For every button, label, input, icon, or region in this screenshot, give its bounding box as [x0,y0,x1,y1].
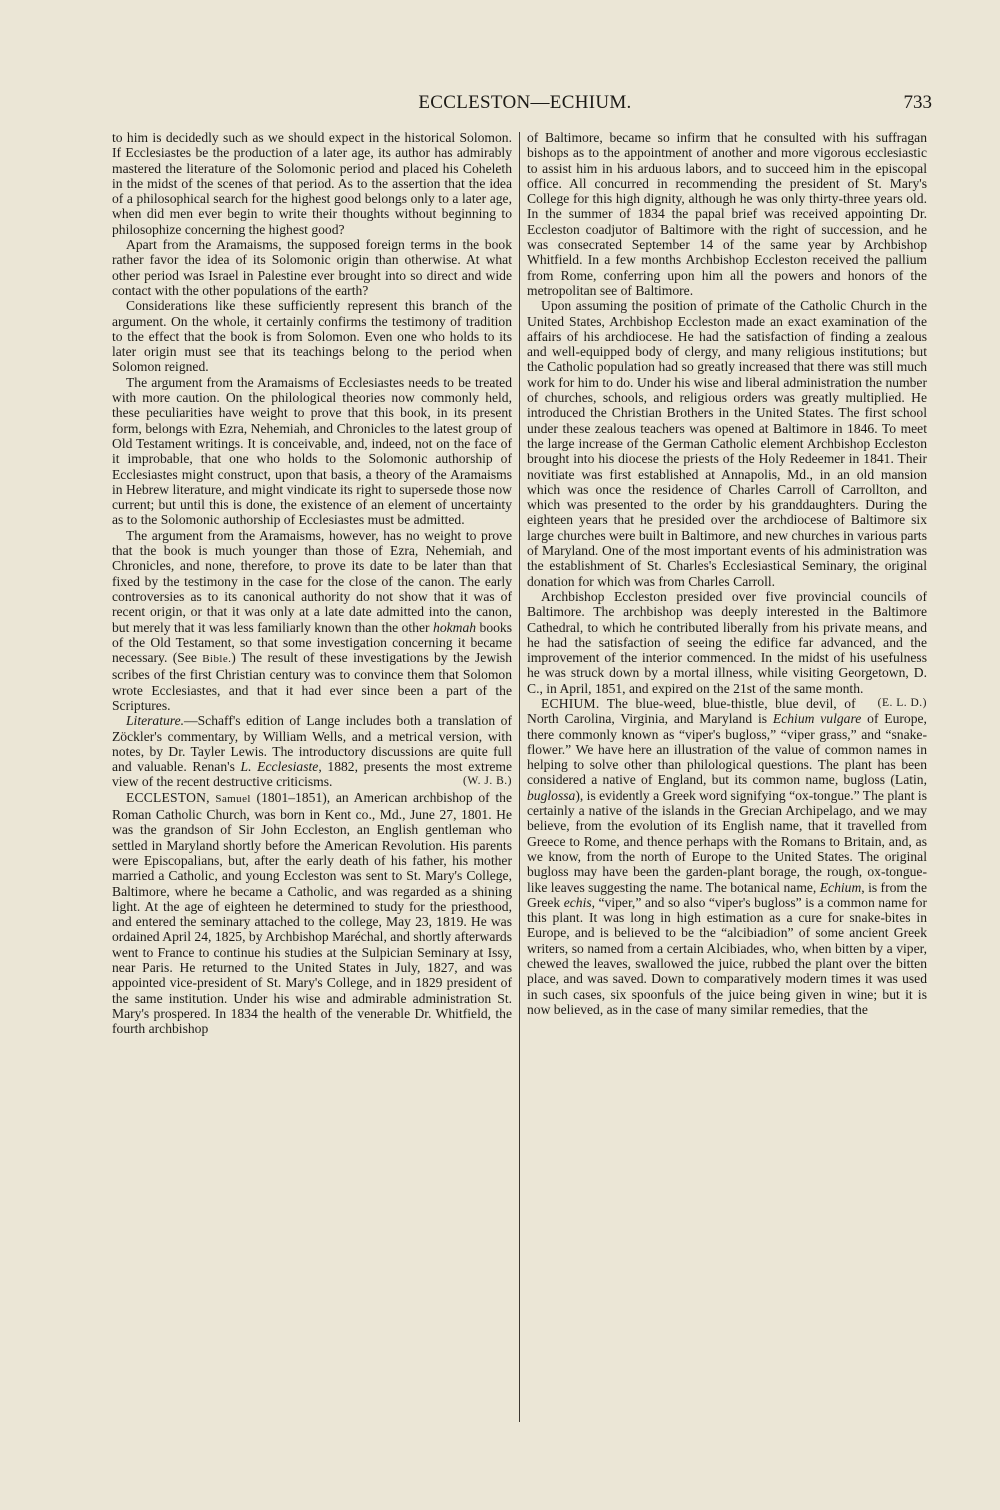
text-run: ), is evidently a Greek word signifying “ox-tongue.” The plant is certainly a native of the islands in the Grecian Archipelago, and we may believe, from the evolution of its English name, that it travelled from Greece to Rome, and thence perhaps with the Romans to Britain, and, as we know, from the north of Europe to the United States. The original bugloss may have been the garden-plant borage, the rough, ox-tongue-like leaves suggesting the name. The botanical name, [527,787,927,895]
cross-reference: Bible. [202,653,232,666]
literature-label: Literature. [126,713,185,729]
text-run: of Europe, there commonly known as “viper's bugloss,” “viper grass,” and “snake-flower.” We have here an illustration of the value of common names in helping to solve other than philological questions. The plant has been considered a native of England, but its common name, bugloss (Latin, [527,711,927,788]
text-run: Archbishop Eccleston presided over five provincial councils of Baltimore. The archbishop was deeply interested in the Baltimore Cathedral, to which he contributed liberally from his private means, and he had the satisfaction of seeing the edifice far advanced, and the improvement of the interior commenced. In the midst of his usefulness he was struck down by a mortal illness, while visiting Georgetown, D. C., in April, 1851, and expired on the 21st of the same month. [527,588,927,696]
paragraph: Upon assuming the position of primate of the Catholic Church in the United States, Archbishop Eccleston made an exact examination of the affairs of his archdiocese. He had the satisfaction of finding a zealous and well-equipped body of clergy, and many religious institutions; but the Catholic population had so greatly increased that there was still much work for him to do. Under his wise and liberal administration the number of churches, schools, and religious orders was greatly multiplied. He introduced the Christian Brothers in the United States. The first school under these zealous teachers was opened at Baltimore in 1846. To meet the large increase of the German Catholic element Archbishop Eccleston brought into his diocese the priests of the Holy Redeemer in 1841. Their novitiate was first established at Annapolis, Md., in an old mansion which was once the residence of Charles Carroll of Carrollton, and which was presented to the order by his granddaughters. During the eighteen years that he presided over the archdiocese of Baltimore six large churches were built in Baltimore, and new churches in various parts of Maryland. One of the most important events of his administration was the establishment of St. Charles's Ecclesiastical Seminary, the original donation for which was from Charles Carroll. [527,298,927,589]
text-run: books of the Old Testament, so that some investigation concerning it became necessary. (See [112,619,512,666]
italic-term: Echium [819,879,862,895]
entry-headword: ECHIUM. [541,695,600,711]
text-run: ) The result of these investigations by the Jewish scribes of the first Christian century was to convince them that Solomon wrote Ecclesiastes, and that it had ever since been a part of the Scriptures. [112,650,512,713]
author-signature: (W. J. B.) [463,775,512,788]
text-run: The argument from the Aramaisms, however, has no weight to prove that the book is much younger than those of Ezra, Nehemiah, and Chronicles, and none, therefore, to prove its date to be later than that fixed by the testimony in the case for the close of the canon. The early controversies as to its canonical authority do not show that it was of recent origin, or that it was only at a late date admitted into the canon, but merely that it was less familiarly known than the other [112,527,512,635]
italic-term: Echium vulgare [772,711,862,727]
text-run: —Schaff's edition of Lange includes both a translation of Zöckler's commentary, by William Wells, and a metrical version, with notes, by Dr. Tayler Lewis. The introductory discussions are quite full and valuable. Renan's [112,713,512,775]
italic-term: buglossa [527,787,576,803]
paragraph: Apart from the Aramaisms, the supposed foreign terms in the book rather favor the idea of its Solomonic origin than otherwise. At what other period was Israel in Palestine ever brought into so direct and wide contact with the other populations of the earth? [112,237,512,298]
italic-term: echis [563,894,592,910]
entry-given-name: Samuel [215,792,251,805]
italic-title: L. Ecclesiaste [240,759,319,775]
text-run: (1801–1851), an American archbishop of the Roman Catholic Church, was born in Kent co., Md., June 27, 1801. He was the grandson of Sir John Eccleston, an English gentleman who settled in Maryland shortly before the American Revolution. His parents were Episcopalians, but, after the early death of his father, his mother married a Catholic, and young Eccleston was sent to St. Mary's College, Baltimore, where he became a Catholic, and was regarded as a shining light. At the age of eighteen he determined to study for the priesthood, and entered the seminary attached to the college, May 23, 1819. He was ordained April 24, 1825, by Archbishop Maréchal, and shortly afterwards went to France to continue his studies at the Sulpician Seminary at Issy, near Paris. He returned to the United States in July, 1827, and was appointed vice-president of St. Mary's College, and in 1829 president of the same institution. Under his wise and admirable administration St. Mary's prospered. In 1834 the health of the venerable Dr. Whitfield, the fourth archbishop [112,789,512,1037]
italic-term: hokmah [433,619,477,635]
page-number: 733 [903,92,932,113]
entry-eccleston [112,790,512,1037]
entry-echium [527,696,927,1017]
text-run: , is from the Greek [527,879,927,910]
literature-paragraph [112,713,512,789]
text-run: The blue-weed, blue-thistle, blue devil, of North Carolina, Virginia, and Maryland is [527,695,856,727]
running-header [118,92,932,122]
paragraph: to him is decidedly such as we should expect in the historical Solomon. If Ecclesiastes be the production of a later age, its author has admirably mastered the literature of the Solomonic period and placed his Coheleth in the midst of the scenes of that period. As to the assertion that the idea of a philosophical search for the highest good belongs only to a later age, when did men ever begin to write their thoughts without beginning to philosophize concerning the highest good? [112,130,512,237]
text-run: , “viper,” and so also “viper's bugloss” is a common name for this plant. It was long in high estimation as a cure for snake-bites in Europe, and is believed to be the “alcibiadion” of some ancient Greek writers, so named from a certain Alcibiades, who, when bitten by a viper, chewed the leaves, swallowed the juice, rubbed the plant over the bitten place, and was saved. Down to comparatively modern times it was used in such cases, six spoonfuls of the juice being given in wine; but it is now believed, as in the case of many similar remedies, that the [527,894,927,1017]
column-divider [519,132,520,1422]
paragraph: of Baltimore, became so infirm that he consulted with his suffragan bishops as to the appointment of another and more vigorous ecclesiastic to assist him in his arduous labors, and to succeed him in the episcopal office. All concurred in recommending the president of St. Mary's College for this high dignity, although he was only thirty-three years old. In the summer of 1834 the papal brief was received appointing Dr. Eccleston coadjutor of Baltimore with the right of succession, and he was consecrated September 14 of the same year by Archbishop Whitfield. In a few months Archbishop Eccleston received the pallium from Rome, conferring upon him all the powers and honors of the metropolitan see of Baltimore. [527,130,927,298]
header-title: ECCLESTON—ECHIUM. [418,92,632,113]
entry-headword: ECCLESTON, [126,789,210,805]
paragraph: The argument from the Aramaisms of Ecclesiastes needs to be treated with more caution. On the philological theories now commonly held, these peculiarities have weight to prove that this book, in its present form, belongs with Ezra, Nehemiah, and Chronicles to the latest group of Old Testament writings. It is conceivable, and, indeed, not on the face of it improbable, that one who holds to the Solomonic authorship of Ecclesiastes might construct, upon that basis, a theory of the Aramaisms in Hebrew literature, and might vindicate its right to supersede those now current; but until this is done, the existence of an element of uncertainty as to the Solomonic authorship of Ecclesiastes must be admitted. [112,374,512,528]
right-column [527,130,927,1430]
text-run: , 1882, presents the most extreme view of the recent destructive criticisms. [112,759,512,790]
author-signature: (E. L. D.) [877,696,927,709]
paragraph: Considerations like these sufficiently represent this branch of the argument. On the whole, it certainly confirms the testimony of tradition to the effect that the book is from Solomon. Even one who holds to its later origin must see that its teachings belong to the period when Solomon reigned. [112,298,512,375]
paragraph [112,528,512,714]
left-column [112,130,512,1430]
